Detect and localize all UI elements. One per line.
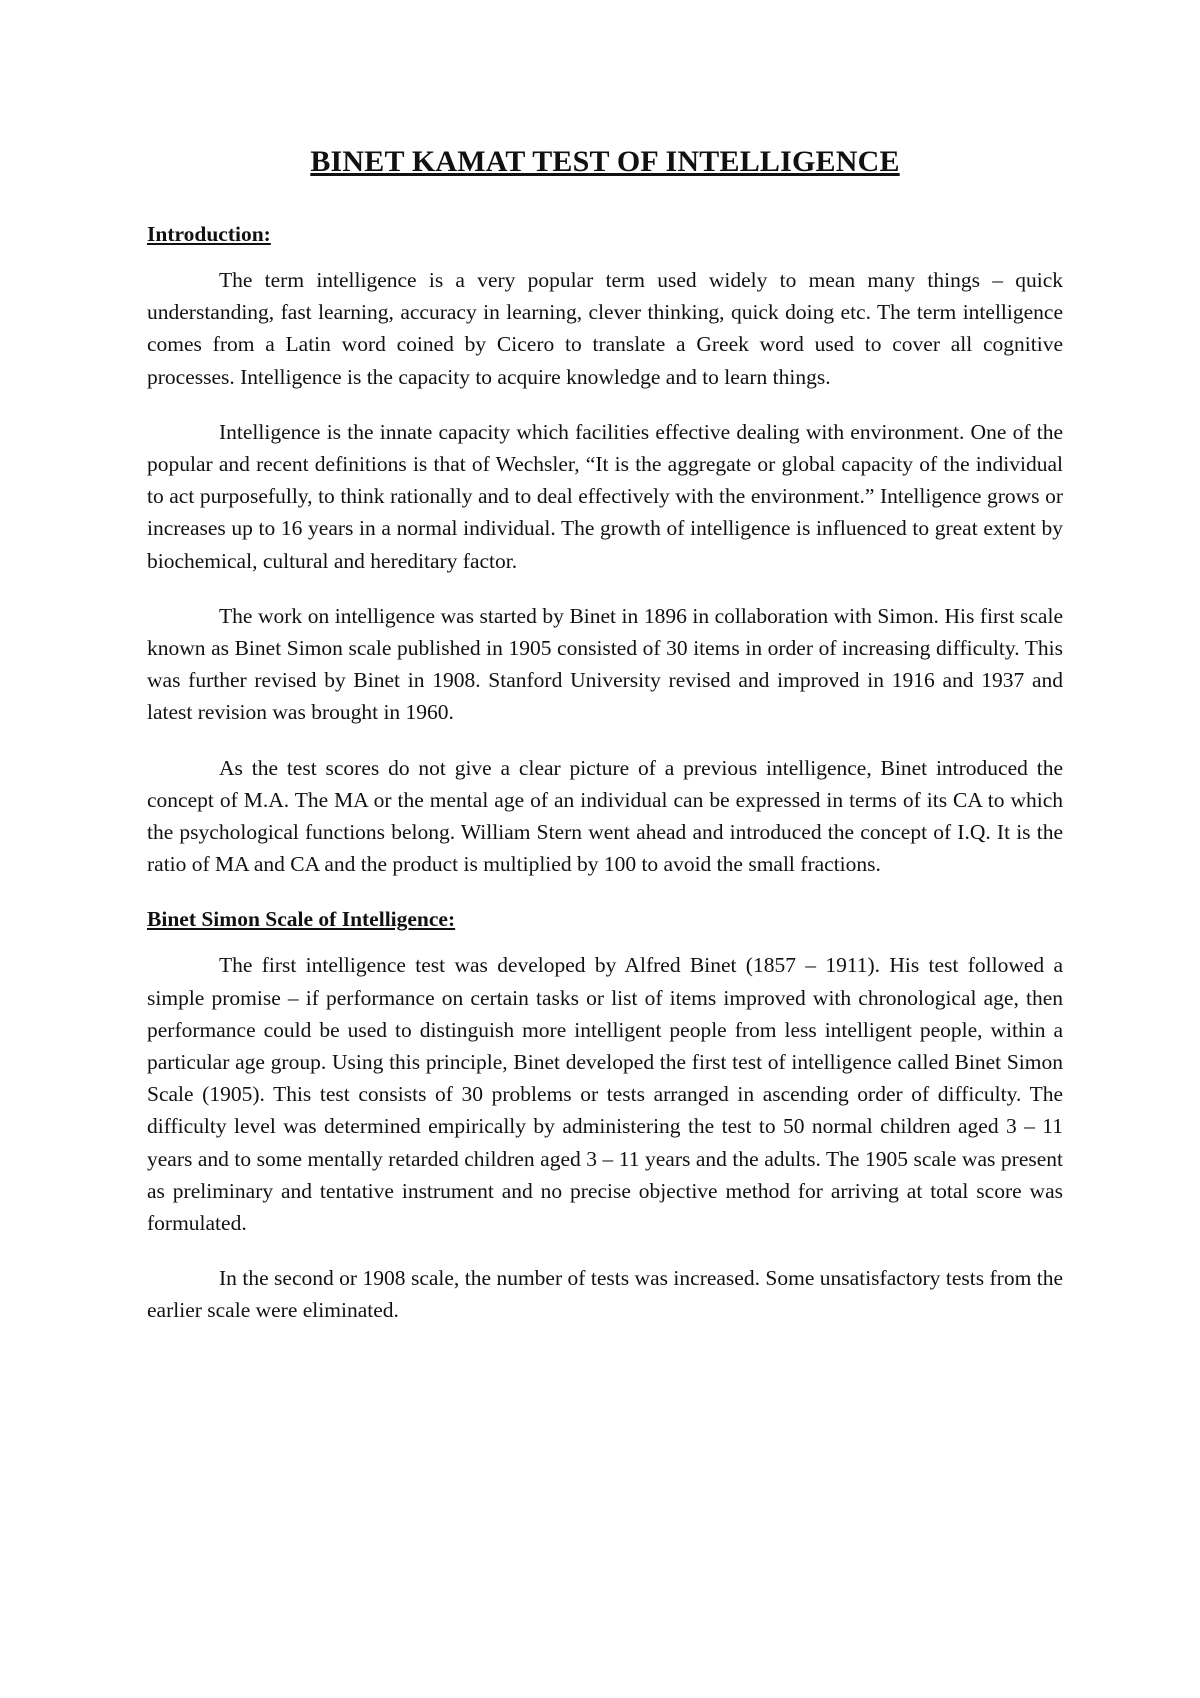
paragraph: The term intelligence is a very popular term used widely to mean many things – quick understanding, fast learning, accuracy in learning, clever thinking, quick doing etc. The term intelligence comes from a Latin word coined by Cicero to translate a Greek word used to cover all cognitive processes. Intelligence is the capacity to acquire knowledge and to learn things. [147,268,1063,389]
paragraph: The work on intelligence was started by Binet in 1896 in collaboration with Simon. His first scale known as Binet Simon scale published in 1905 consisted of 30 items in order of increasing difficulty. This was further revised by Binet in 1908. Stanford University revised and improved in 1916 and 1937 and latest revision was brought in 1960. [147,603,1063,725]
paragraph: The first intelligence test was developed by Alfred Binet (1857 – 1911). His test followed a simple promise – if performance on certain tasks or list of items improved with chronological age, then performance could be used to distinguish more intelligent people from less intelligent people, within a particular age group. Using this principle, Binet developed the first test of intelligence called Binet Simon Scale (1905). This test consists of 30 problems or tests arranged in ascending order of difficulty. The difficulty level was determined empirically by administering the test to 50 normal children aged 3 – 11 years and to some mentally retarded children aged 3 – 11 years and the adults. The 1905 scale was present as preliminary and tentative instrument and no precise objective method for arriving at total score was formulated. [147,953,1063,1236]
document-title: BINET KAMAT TEST OF INTELLIGENCE [310,145,900,178]
document-page [147,142,1063,1350]
section-heading: Introduction: [147,222,271,246]
paragraph: As the test scores do not give a clear picture of a previous intelligence, Binet introduced the concept of M.A. The MA or the mental age of an individual can be expressed in terms of its CA to which the psychological functions belong. William Stern went ahead and introduced the concept of I.Q. It is the ratio of MA and CA and the product is multiplied by 100 to avoid the small fractions. [147,755,1063,877]
section-introduction [147,218,1063,880]
paragraph: Intelligence is the innate capacity which facilities effective dealing with environment. One of the popular and recent definitions is that of Wechsler, “It is the aggregate or global capacity of the individual to act purposefully, to think rationally and to deal effectively with the environment.” Intelligence grows or increases up to 16 years in a normal individual. The growth of intelligence is influenced to great extent by biochemical, cultural and hereditary factor. [147,419,1063,573]
section-heading: Binet Simon Scale of Intelligence: [147,907,456,932]
paragraph: In the second or 1908 scale, the number of tests was increased. Some unsatisfactory tests from the earlier scale were eliminated. [147,1266,1063,1323]
section-binet-simon-scale [147,903,1063,1326]
